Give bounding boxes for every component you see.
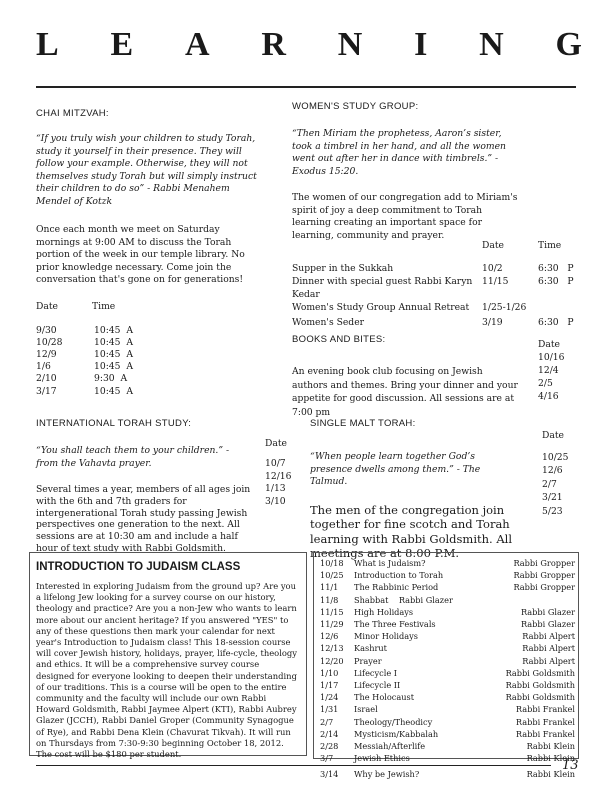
schedule-date: 11/15 bbox=[320, 606, 344, 617]
schedule-date: 11/8 bbox=[320, 594, 339, 605]
schedule-rabbi: Rabbi Klein bbox=[526, 753, 575, 764]
schedule-rabbi: Rabbi Gropper bbox=[513, 570, 575, 581]
chai-row-date: 12/9 bbox=[36, 348, 57, 360]
schedule-rabbi bbox=[484, 594, 575, 606]
chai-col-date: Date bbox=[36, 300, 58, 312]
womens-row-time: 6:30 P bbox=[538, 263, 574, 274]
womens-row-date: 11/15 bbox=[482, 276, 509, 287]
books-date: 12/4 bbox=[538, 365, 559, 376]
schedule-row bbox=[320, 752, 575, 764]
womens-col-time: Time bbox=[538, 240, 562, 251]
schedule-topic: Why be Jewish? bbox=[354, 769, 420, 780]
schedule-topic: Theology/Theodicy bbox=[354, 716, 433, 727]
chai-table bbox=[36, 325, 258, 398]
books-col-date: Date bbox=[538, 339, 560, 350]
schedule-date: 1/10 bbox=[320, 667, 339, 678]
schedule-date: 3/7 bbox=[320, 753, 334, 764]
womens-row-event: Women's Seder bbox=[292, 317, 365, 328]
schedule-topic: High Holidays bbox=[354, 606, 414, 617]
schedule-rabbi: Rabbi Gropper bbox=[513, 582, 575, 593]
schedule-row bbox=[320, 716, 575, 728]
schedule-date: 12/13 bbox=[320, 643, 344, 654]
schedule-row bbox=[320, 679, 575, 691]
womens-row-event: Supper in the Sukkah bbox=[292, 263, 394, 274]
title-letter: L bbox=[36, 26, 61, 63]
schedule-row bbox=[320, 569, 575, 581]
chai-row-date: 1/6 bbox=[36, 361, 51, 373]
womens-row-time: 6:30 P bbox=[538, 317, 574, 328]
international-quote: “You shall teach them to your children.” - from the Vahavta prayer. bbox=[36, 445, 230, 469]
schedule-rabbi: Rabbi Klein bbox=[526, 741, 575, 752]
international-date: 3/10 bbox=[265, 495, 286, 507]
womens-table-header bbox=[292, 240, 582, 252]
schedule-date: 2/28 bbox=[320, 741, 339, 752]
chai-row-time: 9:30 A bbox=[94, 373, 128, 385]
schedule-rabbi: Rabbi Glazer bbox=[520, 606, 575, 617]
title-letter: N bbox=[337, 26, 365, 63]
schedule-rabbi: Rabbi Alpert bbox=[522, 643, 575, 654]
schedule-date: 2/7 bbox=[320, 716, 334, 727]
title-divider bbox=[36, 86, 576, 88]
page-number: 13 bbox=[562, 758, 579, 773]
schedule-date: 3/14 bbox=[320, 769, 339, 780]
schedule-row bbox=[320, 740, 575, 752]
schedule-row bbox=[320, 581, 575, 593]
schedule-topic: Lifecycle II bbox=[354, 680, 401, 691]
womens-table bbox=[292, 262, 582, 329]
chai-row-date: 2/10 bbox=[36, 373, 57, 385]
books-dates bbox=[538, 338, 578, 403]
malt-date: 12/6 bbox=[542, 465, 563, 477]
footer-divider bbox=[36, 765, 551, 766]
books-body: An evening book club focusing on Jewish authors and themes. Bring your dinner and your appetite for good discussion. All sessions are at 7:00 pm bbox=[292, 366, 518, 418]
malt-date: 5/23 bbox=[542, 505, 563, 517]
international-body: Several times a year, members of all ages join with the 6th and 7th graders for intergenerational Torah study passing Jewish perspectives one generation to the next. All sessions are at 10:30 am and include a half hour of text study with Rabbi Goldsmith. bbox=[36, 484, 251, 554]
schedule-row bbox=[320, 667, 575, 679]
schedule-row bbox=[320, 764, 575, 780]
schedule-date: 12/20 bbox=[320, 655, 344, 666]
schedule-rabbi: Rabbi Goldsmith bbox=[505, 692, 575, 703]
schedule-date: 10/18 bbox=[320, 558, 344, 568]
schedule-topic: Messiah/Afterlife bbox=[354, 741, 426, 752]
international-date: 10/7 bbox=[265, 458, 286, 469]
intro-schedule-box bbox=[313, 552, 579, 780]
schedule-rabbi: Rabbi Glazer bbox=[520, 619, 575, 630]
schedule-row bbox=[320, 703, 575, 715]
chai-heading: CHAI MITZVAH: bbox=[36, 108, 109, 119]
books-bites-section bbox=[292, 334, 582, 419]
schedule-date: 11/1 bbox=[320, 582, 339, 593]
malt-date: 3/21 bbox=[542, 492, 563, 504]
schedule-topic: Prayer bbox=[354, 655, 382, 666]
schedule-row bbox=[320, 642, 575, 654]
chai-body: Once each month we meet on Saturday mornings at 9:00 AM to discuss the Torah portion of the week in our temple library. No prior knowledge necessary. Come join the conversation that's gone on for generations! bbox=[36, 224, 245, 285]
malt-date: 10/25 bbox=[542, 452, 569, 463]
schedule-row bbox=[320, 691, 575, 703]
womens-body: The women of our congregation add to Miriam's spirit of joy a deep commitment to Torah learning creating an important space for learning, community and prayer. bbox=[292, 192, 518, 241]
chai-row-time: 10:45 A bbox=[94, 348, 133, 360]
schedule-date: 1/17 bbox=[320, 680, 339, 691]
international-heading: INTERNATIONAL TORAH STUDY: bbox=[36, 418, 192, 429]
womens-col-date: Date bbox=[482, 240, 504, 251]
womens-study-section bbox=[292, 101, 582, 329]
schedule-row bbox=[320, 594, 575, 606]
chai-row-date: 10/28 bbox=[36, 336, 63, 348]
single-malt-section bbox=[310, 418, 582, 561]
schedule-topic: Introduction to Torah bbox=[354, 570, 444, 581]
schedule-topic: Mysticism/Kabbalah bbox=[354, 728, 439, 739]
intro-judaism-box bbox=[29, 552, 307, 760]
malt-dates bbox=[542, 430, 582, 518]
schedule-topic: Minor Holidays bbox=[354, 631, 418, 642]
international-dates bbox=[265, 438, 297, 508]
schedule-topic: Shabbat Rabbi Glazer bbox=[354, 594, 453, 605]
schedule-row bbox=[320, 618, 575, 630]
chai-row bbox=[36, 325, 258, 337]
womens-row-time: 6:30 P bbox=[538, 276, 574, 287]
womens-row bbox=[292, 262, 582, 275]
title-letter: N bbox=[479, 26, 506, 63]
schedule-topic: Israel bbox=[354, 704, 378, 715]
womens-row bbox=[292, 275, 582, 301]
malt-quote: “When people learn together God’s presence dwells among them.” - The Talmud. bbox=[310, 451, 481, 487]
schedule-row bbox=[320, 655, 575, 667]
chai-row-time: 10:45 A bbox=[94, 336, 133, 348]
schedule-topic: The Holocaust bbox=[354, 692, 415, 703]
schedule-date: 10/25 bbox=[320, 570, 344, 581]
title-letter: I bbox=[414, 26, 430, 63]
international-date: 1/13 bbox=[265, 483, 286, 494]
malt-col-date: Date bbox=[542, 430, 564, 441]
books-date: 10/16 bbox=[538, 352, 565, 363]
chai-row bbox=[36, 337, 258, 349]
womens-row-date: 3/19 bbox=[482, 317, 503, 328]
schedule-row bbox=[320, 630, 575, 642]
intro-schedule-table bbox=[320, 557, 575, 780]
schedule-topic: Lifecycle I bbox=[354, 667, 398, 678]
schedule-date: 12/6 bbox=[320, 631, 339, 642]
chai-row-time: 10:45 A bbox=[94, 361, 133, 373]
chai-row-date: 3/17 bbox=[36, 385, 57, 397]
schedule-rabbi: Rabbi Alpert bbox=[522, 631, 575, 642]
womens-row-date: 1/25-1/26 bbox=[482, 302, 527, 313]
intro-heading: INTRODUCTION TO JUDAISM CLASS bbox=[36, 561, 241, 573]
womens-row-event: Women's Study Group Annual Retreat bbox=[292, 302, 470, 313]
schedule-rabbi: Rabbi Alpert bbox=[522, 655, 575, 666]
chai-table-header bbox=[36, 301, 258, 313]
books-heading: BOOKS AND BITES: bbox=[292, 334, 386, 345]
schedule-topic: The Three Festivals bbox=[354, 619, 436, 630]
chai-row-date: 9/30 bbox=[36, 324, 57, 336]
schedule-date: 11/29 bbox=[320, 619, 344, 630]
books-date: 2/5 bbox=[538, 378, 553, 389]
schedule-rabbi: Rabbi Klein bbox=[526, 769, 575, 780]
chai-quote: “If you truly wish your children to study Torah, study it yourself in their presence. They will follow your example. Otherwise, they will not themselves study Torah but will simply instruct their children to do so” - Rabbi Menahem Mendel of Kotzk bbox=[36, 133, 257, 207]
womens-row-event: Dinner with special guest Rabbi Karyn Kedar bbox=[292, 276, 473, 300]
womens-heading: WOMEN'S STUDY GROUP: bbox=[292, 101, 419, 112]
title-letter: E bbox=[110, 26, 136, 63]
schedule-rabbi: Rabbi Goldsmith bbox=[505, 667, 575, 678]
international-torah-section bbox=[36, 418, 296, 555]
title-letter: R bbox=[261, 26, 288, 63]
schedule-rabbi: Rabbi Frankel bbox=[515, 716, 575, 727]
books-date: 4/16 bbox=[538, 391, 559, 402]
page-title bbox=[36, 26, 584, 66]
chai-row bbox=[36, 386, 258, 398]
malt-body: The men of the congregation join together for fine scotch and Torah learning with Rabbi Goldsmith. All meetings are at 8:00 P.M. bbox=[310, 502, 513, 560]
schedule-topic: What is Judaism? bbox=[354, 558, 426, 568]
chai-row bbox=[36, 373, 258, 385]
chai-row-time: 10:45 A bbox=[94, 385, 133, 397]
womens-row bbox=[292, 301, 582, 314]
schedule-rabbi: Rabbi Frankel bbox=[515, 728, 575, 739]
schedule-rabbi: Rabbi Frankel bbox=[515, 704, 575, 715]
international-col-date: Date bbox=[265, 438, 287, 449]
schedule-rabbi: Rabbi Goldsmith bbox=[505, 680, 575, 691]
womens-quote: “Then Miriam the prophetess, Aaron’s sister, took a timbrel in her hand, and all the women went out after her in dance with timbrels.” - Exodus 15:20. bbox=[292, 128, 506, 177]
title-letter: G bbox=[555, 26, 584, 63]
intro-body: Interested in exploring Judaism from the ground up? Are you a lifelong Jew looking for a survey course on our history, theology and practice? Are you a non-Jew who wants to learn more about our ancient heritage? If you answered "YES" to any of these questions then mark your calendar for next year's Introduction to Judaism class! This 18-session course will cover Jewish history, holidays, prayer, life-cycle, theology and ethics. It will be a comprehensive survey course designed for everyone looking to deepen their understanding of our traditions. This is a course will be open to the entire community and the faculty will include our own Rabbi Howard Goldsmith, Rabbi Jaymee Alpert (KTI), Rabbi Aubrey Glazer (JCCH), Rabbi Daniel Groper (Community Synagogue of Rye), and Rabbi Dena Klein (Chavurat Tikvah). It will run on Thursdays from 7:30-9:30 beginning October 18, 2012. The cost will be $180 per student. bbox=[36, 581, 298, 760]
schedule-rabbi: Rabbi Gropper bbox=[513, 558, 575, 568]
malt-heading: SINGLE MALT TORAH: bbox=[310, 418, 416, 429]
womens-row-date: 10/2 bbox=[482, 263, 503, 274]
schedule-date: 2/14 bbox=[320, 728, 339, 739]
schedule-date: 1/24 bbox=[320, 692, 339, 703]
title-letter: A bbox=[185, 26, 212, 63]
schedule-row bbox=[320, 606, 575, 618]
chai-row bbox=[36, 349, 258, 361]
schedule-row bbox=[320, 557, 575, 569]
schedule-topic: The Rabbinic Period bbox=[354, 582, 439, 593]
schedule-date: 1/31 bbox=[320, 704, 339, 715]
schedule-row bbox=[320, 728, 575, 740]
chai-mitzvah-section bbox=[36, 108, 258, 398]
chai-row-time: 10:45 A bbox=[94, 324, 133, 336]
chai-col-time: Time bbox=[92, 300, 116, 312]
chai-row bbox=[36, 361, 258, 373]
schedule-topic: Kashrut bbox=[354, 643, 387, 654]
malt-date: 2/7 bbox=[542, 478, 557, 490]
schedule-topic: Jewish Ethics bbox=[354, 753, 410, 764]
womens-row bbox=[292, 316, 582, 329]
international-date: 12/16 bbox=[265, 470, 292, 482]
